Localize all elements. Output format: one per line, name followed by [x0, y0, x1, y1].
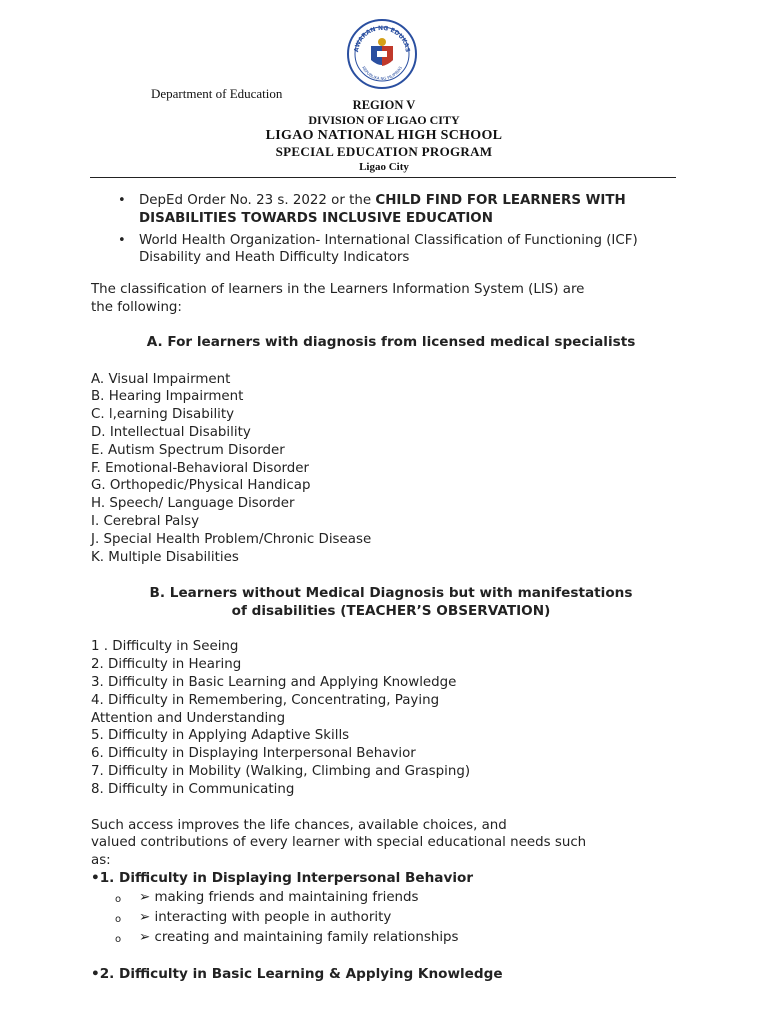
section-a-list [91, 371, 691, 567]
region: REGION V [352, 98, 416, 112]
list-item: 8. Difficulty in Communicating [91, 781, 295, 797]
list-item: Attention and Understanding [91, 710, 286, 726]
school-name: LIGAO NATIONAL HIGH SCHOOL [265, 128, 503, 143]
section-b-title [91, 584, 691, 620]
reference-item [139, 192, 691, 228]
list-item: 7. Difficulty in Mobility (Walking, Climbing and Grasping) [91, 763, 471, 779]
list-item: F. Emotional-Behavioral Disorder [91, 460, 310, 476]
reference-item [139, 232, 691, 268]
list-item [115, 888, 691, 908]
list-item: E. Autism Spectrum Disorder [91, 442, 285, 458]
list-item: D. Intellectual Disability [91, 424, 251, 440]
circle-bullet-icon: o [115, 933, 122, 945]
list-item: I. Cerebral Palsy [91, 513, 199, 529]
list-item: J. Special Health Problem/Chronic Disease [91, 531, 372, 547]
reference-bold-text: CHILD FIND FOR LEARNERS WITH DISABILITIES TOWARDS INCLUSIVE EDUCATION [139, 193, 626, 226]
division: DIVISION OF LIGAO CITY [308, 113, 460, 127]
seal-text: AWARAN NG EDUKAS [353, 24, 411, 53]
seal-subtext: REPUBLIKA NG PILIPINAS [361, 65, 403, 82]
header-divider [90, 177, 676, 178]
reference-list [91, 192, 691, 267]
access-line: Such access improves the life chances, available choices, and [91, 817, 507, 833]
list-item [115, 908, 691, 928]
reference-text: DepEd Order No. 23 s. 2022 or the [139, 193, 376, 208]
list-item [115, 928, 691, 948]
list-item-text: ➢ interacting with people in authority [139, 909, 392, 925]
access-line: as: [91, 853, 111, 869]
list-item: H. Speech/ Language Disorder [91, 496, 295, 512]
list-item: G. Orthopedic/Physical Handicap [91, 478, 311, 494]
list-item: K. Multiple Disabilities [91, 549, 239, 565]
difficulty-2-title: •2. Difficulty in Basic Learning & Applying Knowledge [91, 965, 503, 982]
section-b-list [91, 638, 691, 798]
intro-paragraph: The classification of learners in the Learners Information System (LIS) are the following: [91, 282, 585, 315]
list-item: 2. Difficulty in Hearing [91, 657, 242, 673]
list-item: 6. Difficulty in Displaying Interpersonal Behavior [91, 746, 416, 762]
reference-text: World Health Organization- International Classification of Functioning (ICF) Disability and Heath Difficulty Indicators [139, 232, 638, 266]
department-label: Department of Education [151, 86, 283, 101]
circle-bullet-icon: o [115, 913, 122, 925]
deped-seal-icon [346, 18, 418, 90]
access-paragraph [91, 817, 691, 870]
list-item: 5. Difficulty in Applying Adaptive Skills [91, 728, 350, 744]
letterhead [200, 98, 568, 174]
difficulty-1-title: •1. Difficulty in Displaying Interpersonal Behavior [91, 869, 474, 886]
section-b-title-line2: of disabilities (TEACHER’S OBSERVATION) [231, 603, 551, 620]
city: Ligao City [359, 161, 409, 173]
list-item: 1 . Difficulty in Seeing [91, 639, 239, 655]
difficulty-1-list [91, 888, 691, 948]
section-a-title: A. For learners with diagnosis from licensed medical specialists [146, 333, 636, 350]
list-item: A. Visual Impairment [91, 371, 231, 387]
list-item: 4. Difficulty in Remembering, Concentrating, Paying [91, 692, 440, 708]
access-line: valued contributions of every learner with special educational needs such [91, 835, 587, 851]
list-item-text: ➢ creating and maintaining family relationships [139, 929, 459, 945]
circle-bullet-icon: o [115, 893, 122, 905]
section-b-title-line1: B. Learners without Medical Diagnosis but with manifestations [149, 585, 633, 602]
list-item-text: ➢ making friends and maintaining friends [139, 889, 419, 905]
program-name: SPECIAL EDUCATION PROGRAM [275, 144, 493, 159]
list-item: 3. Difficulty in Basic Learning and Applying Knowledge [91, 674, 457, 690]
list-item: C. l,earning Disability [91, 407, 235, 423]
document-body [91, 192, 691, 984]
list-item: B. Hearing Impairment [91, 389, 244, 405]
